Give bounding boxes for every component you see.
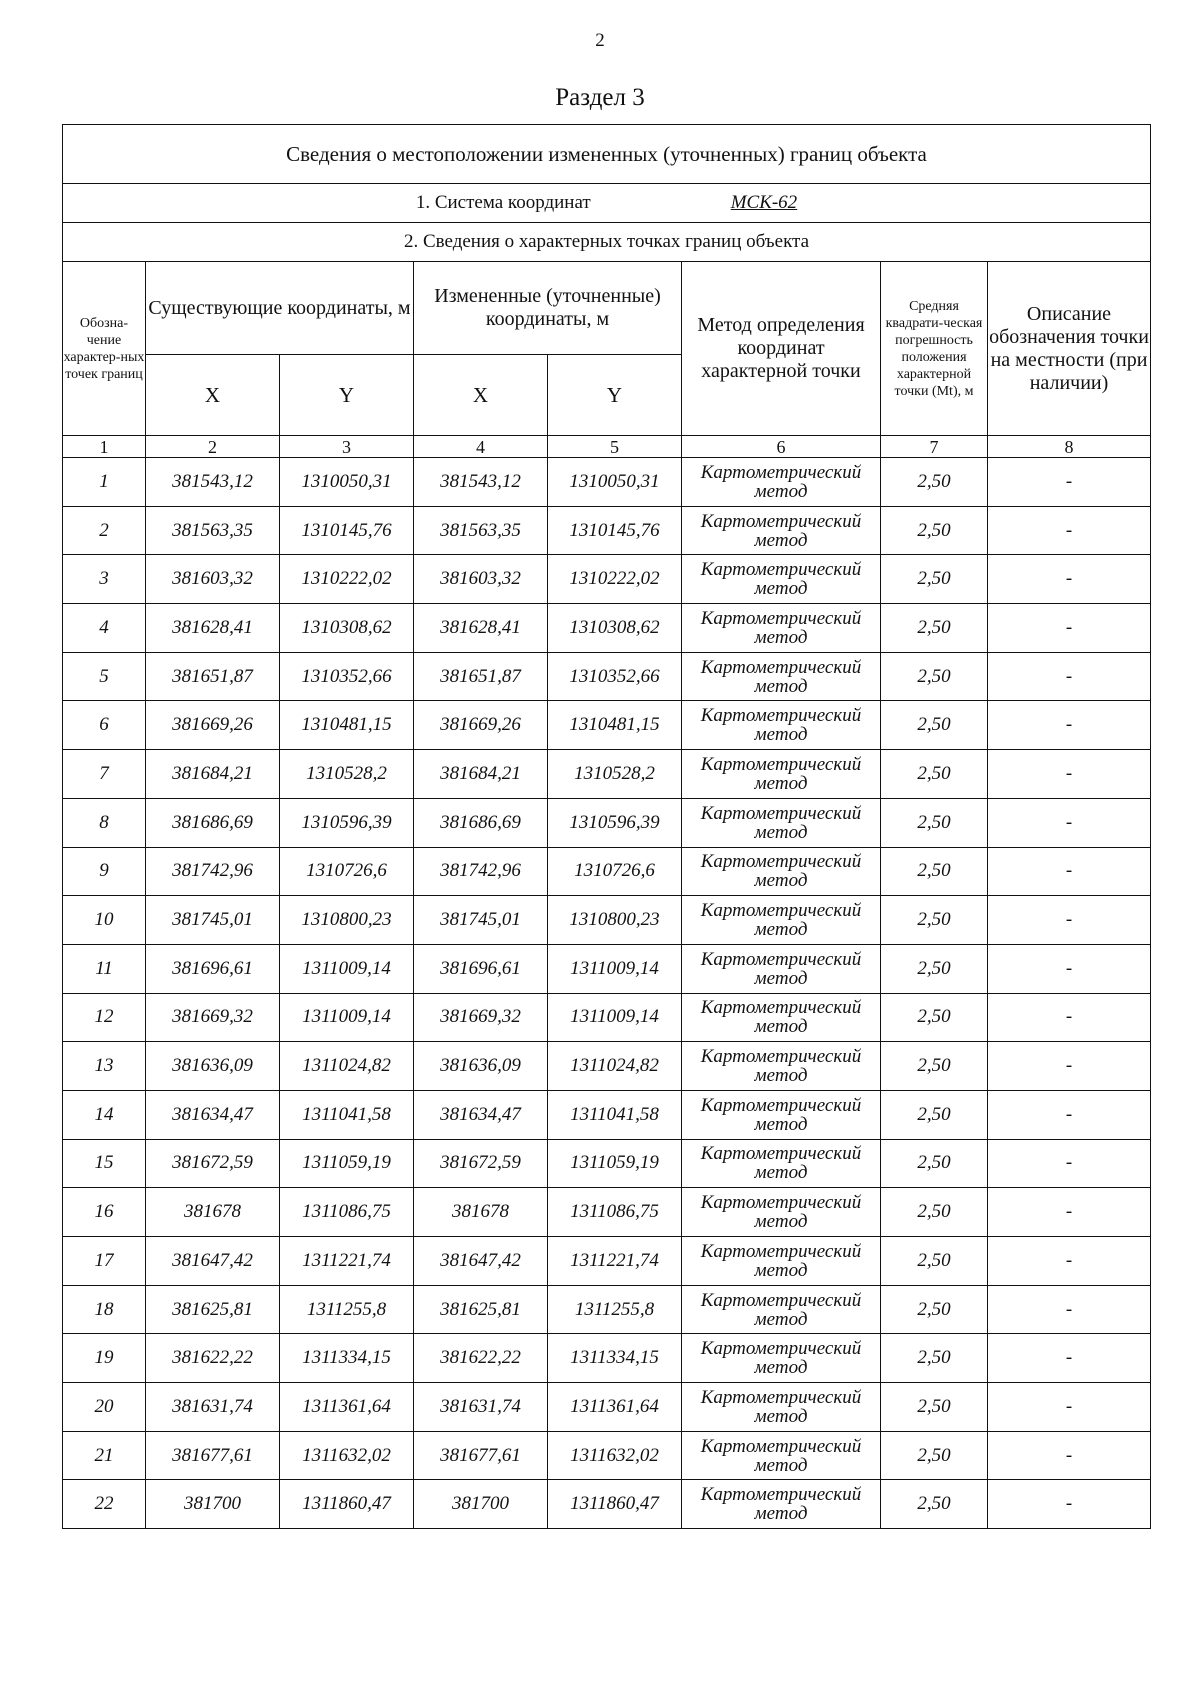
- point-number: 8: [63, 798, 146, 847]
- section-title: Раздел 3: [555, 84, 645, 111]
- point-number: 20: [63, 1383, 146, 1432]
- existing-x-value: 381631,74: [146, 1383, 280, 1432]
- table-row: [63, 1431, 1151, 1480]
- changed-y-value: 1310528,2: [548, 750, 682, 799]
- existing-y-value: 1311086,75: [280, 1188, 414, 1237]
- method-value: Картометрический метод: [682, 896, 881, 945]
- point-number: 22: [63, 1480, 146, 1529]
- point-number: 1: [63, 458, 146, 507]
- existing-x-value: 381745,01: [146, 896, 280, 945]
- changed-y-value: 1310596,39: [548, 798, 682, 847]
- error-value: 2,50: [881, 798, 988, 847]
- method-value: Картометрический метод: [682, 1090, 881, 1139]
- changed-y-value: 1310481,15: [548, 701, 682, 750]
- existing-y-value: 1310596,39: [280, 798, 414, 847]
- existing-y-value: 1311860,47: [280, 1480, 414, 1529]
- point-number: 3: [63, 555, 146, 604]
- method-value: Картометрический метод: [682, 604, 881, 653]
- existing-x-value: 381677,61: [146, 1431, 280, 1480]
- method-value: Картометрический метод: [682, 701, 881, 750]
- point-number: 18: [63, 1285, 146, 1334]
- description-value: -: [988, 1237, 1151, 1286]
- description-value: -: [988, 993, 1151, 1042]
- column-number: 7: [881, 436, 988, 458]
- changed-x-value: 381636,09: [414, 1042, 548, 1091]
- method-value: Картометрический метод: [682, 506, 881, 555]
- table-row: [63, 1188, 1151, 1237]
- changed-y-value: 1310050,31: [548, 458, 682, 507]
- changed-x-value: 381669,32: [414, 993, 548, 1042]
- header-changed-coords: Измененные (уточненные) координаты, м: [414, 262, 682, 355]
- changed-y-value: 1311361,64: [548, 1383, 682, 1432]
- changed-x-value: 381631,74: [414, 1383, 548, 1432]
- existing-x-value: 381696,61: [146, 944, 280, 993]
- existing-y-value: 1311334,15: [280, 1334, 414, 1383]
- existing-y-value: 1310352,66: [280, 652, 414, 701]
- point-number: 14: [63, 1090, 146, 1139]
- existing-y-value: 1311632,02: [280, 1431, 414, 1480]
- changed-y-value: 1311860,47: [548, 1480, 682, 1529]
- method-value: Картометрический метод: [682, 1480, 881, 1529]
- column-number: 1: [63, 436, 146, 458]
- description-value: -: [988, 1480, 1151, 1529]
- coord-system-row: [63, 184, 1151, 223]
- changed-x-value: 381678: [414, 1188, 548, 1237]
- existing-x-value: 381651,87: [146, 652, 280, 701]
- existing-x-value: 381700: [146, 1480, 280, 1529]
- column-number: 3: [280, 436, 414, 458]
- method-value: Картометрический метод: [682, 993, 881, 1042]
- header-method: Метод определения координат характерной точки: [682, 262, 881, 436]
- changed-y-value: 1311009,14: [548, 944, 682, 993]
- description-value: -: [988, 506, 1151, 555]
- description-value: -: [988, 1334, 1151, 1383]
- changed-x-value: 381686,69: [414, 798, 548, 847]
- existing-x-value: 381603,32: [146, 555, 280, 604]
- error-value: 2,50: [881, 458, 988, 507]
- method-value: Картометрический метод: [682, 1383, 881, 1432]
- point-number: 17: [63, 1237, 146, 1286]
- point-number: 12: [63, 993, 146, 1042]
- error-value: 2,50: [881, 993, 988, 1042]
- error-value: 2,50: [881, 652, 988, 701]
- table-row: [63, 896, 1151, 945]
- existing-x-value: 381628,41: [146, 604, 280, 653]
- point-number: 13: [63, 1042, 146, 1091]
- description-value: -: [988, 798, 1151, 847]
- changed-y-value: 1311255,8: [548, 1285, 682, 1334]
- error-value: 2,50: [881, 1431, 988, 1480]
- page-number: 2: [595, 30, 605, 51]
- changed-y-value: 1311221,74: [548, 1237, 682, 1286]
- changed-x-value: 381745,01: [414, 896, 548, 945]
- description-value: -: [988, 1090, 1151, 1139]
- method-value: Картометрический метод: [682, 652, 881, 701]
- error-value: 2,50: [881, 1237, 988, 1286]
- table-row: [63, 652, 1151, 701]
- error-value: 2,50: [881, 1139, 988, 1188]
- description-value: -: [988, 847, 1151, 896]
- coord-system-value: МСК-62: [730, 192, 798, 213]
- existing-y-value: 1310222,02: [280, 555, 414, 604]
- existing-x-value: 381669,26: [146, 701, 280, 750]
- table-row: [63, 458, 1151, 507]
- description-value: -: [988, 1188, 1151, 1237]
- column-number-row: [63, 436, 1151, 458]
- column-number: 5: [548, 436, 682, 458]
- table-row: [63, 1139, 1151, 1188]
- description-value: -: [988, 750, 1151, 799]
- changed-y-value: 1311632,02: [548, 1431, 682, 1480]
- changed-x-value: 381700: [414, 1480, 548, 1529]
- changed-y-value: 1311024,82: [548, 1042, 682, 1091]
- header-changed-x: X: [414, 355, 548, 436]
- error-value: 2,50: [881, 1042, 988, 1091]
- error-value: 2,50: [881, 847, 988, 896]
- points-caption: 2. Сведения о характерных точках границ объекта: [63, 223, 1151, 262]
- changed-y-value: 1311086,75: [548, 1188, 682, 1237]
- existing-x-value: 381543,12: [146, 458, 280, 507]
- description-value: -: [988, 458, 1151, 507]
- point-number: 4: [63, 604, 146, 653]
- method-value: Картометрический метод: [682, 458, 881, 507]
- existing-y-value: 1311041,58: [280, 1090, 414, 1139]
- column-number: 2: [146, 436, 280, 458]
- description-value: -: [988, 1285, 1151, 1334]
- existing-x-value: 381636,09: [146, 1042, 280, 1091]
- changed-y-value: 1311041,58: [548, 1090, 682, 1139]
- table-row: [63, 1042, 1151, 1091]
- existing-x-value: 381634,47: [146, 1090, 280, 1139]
- changed-x-value: 381669,26: [414, 701, 548, 750]
- table-row: [63, 701, 1151, 750]
- table-row: [63, 798, 1151, 847]
- description-value: -: [988, 1431, 1151, 1480]
- header-changed-y: Y: [548, 355, 682, 436]
- error-value: 2,50: [881, 1480, 988, 1529]
- error-value: 2,50: [881, 944, 988, 993]
- changed-y-value: 1310308,62: [548, 604, 682, 653]
- description-value: -: [988, 652, 1151, 701]
- point-number: 15: [63, 1139, 146, 1188]
- table-title: Сведения о местоположении измененных (уточненных) границ объекта: [63, 125, 1151, 184]
- description-value: -: [988, 944, 1151, 993]
- existing-y-value: 1311024,82: [280, 1042, 414, 1091]
- existing-y-value: 1311221,74: [280, 1237, 414, 1286]
- error-value: 2,50: [881, 1383, 988, 1432]
- changed-x-value: 381684,21: [414, 750, 548, 799]
- method-value: Картометрический метод: [682, 750, 881, 799]
- existing-y-value: 1310145,76: [280, 506, 414, 555]
- description-value: -: [988, 896, 1151, 945]
- existing-x-value: 381647,42: [146, 1237, 280, 1286]
- error-value: 2,50: [881, 750, 988, 799]
- point-number: 10: [63, 896, 146, 945]
- changed-y-value: 1310726,6: [548, 847, 682, 896]
- existing-y-value: 1310528,2: [280, 750, 414, 799]
- point-number: 6: [63, 701, 146, 750]
- point-number: 19: [63, 1334, 146, 1383]
- header-existing-x: X: [146, 355, 280, 436]
- method-value: Картометрический метод: [682, 944, 881, 993]
- point-number: 21: [63, 1431, 146, 1480]
- point-number: 2: [63, 506, 146, 555]
- point-number: 11: [63, 944, 146, 993]
- table-row: [63, 1237, 1151, 1286]
- changed-x-value: 381622,22: [414, 1334, 548, 1383]
- method-value: Картометрический метод: [682, 847, 881, 896]
- changed-x-value: 381543,12: [414, 458, 548, 507]
- table-row: [63, 847, 1151, 896]
- changed-y-value: 1310222,02: [548, 555, 682, 604]
- changed-y-value: 1311059,19: [548, 1139, 682, 1188]
- changed-x-value: 381672,59: [414, 1139, 548, 1188]
- method-value: Картометрический метод: [682, 555, 881, 604]
- table-row: [63, 555, 1151, 604]
- description-value: -: [988, 1042, 1151, 1091]
- error-value: 2,50: [881, 506, 988, 555]
- error-value: 2,50: [881, 1334, 988, 1383]
- column-number: 8: [988, 436, 1151, 458]
- changed-x-value: 381634,47: [414, 1090, 548, 1139]
- existing-y-value: 1311361,64: [280, 1383, 414, 1432]
- point-number: 9: [63, 847, 146, 896]
- error-value: 2,50: [881, 1285, 988, 1334]
- header-designation: Обозна-чение характер-ных точек границ: [63, 262, 146, 436]
- existing-y-value: 1310726,6: [280, 847, 414, 896]
- changed-y-value: 1310352,66: [548, 652, 682, 701]
- description-value: -: [988, 1139, 1151, 1188]
- table-row: [63, 604, 1151, 653]
- changed-x-value: 381647,42: [414, 1237, 548, 1286]
- table-row: [63, 944, 1151, 993]
- description-value: -: [988, 604, 1151, 653]
- changed-y-value: 1311009,14: [548, 993, 682, 1042]
- method-value: Картометрический метод: [682, 1139, 881, 1188]
- table-row: [63, 993, 1151, 1042]
- existing-y-value: 1311009,14: [280, 944, 414, 993]
- existing-x-value: 381742,96: [146, 847, 280, 896]
- error-value: 2,50: [881, 1090, 988, 1139]
- error-value: 2,50: [881, 701, 988, 750]
- existing-x-value: 381672,59: [146, 1139, 280, 1188]
- changed-x-value: 381625,81: [414, 1285, 548, 1334]
- header-existing-y: Y: [280, 355, 414, 436]
- existing-x-value: 381684,21: [146, 750, 280, 799]
- changed-x-value: 381677,61: [414, 1431, 548, 1480]
- header-existing-coords: Существующие координаты, м: [146, 262, 414, 355]
- existing-y-value: 1311009,14: [280, 993, 414, 1042]
- existing-y-value: 1310050,31: [280, 458, 414, 507]
- changed-x-value: 381628,41: [414, 604, 548, 653]
- existing-x-value: 381622,22: [146, 1334, 280, 1383]
- column-number: 4: [414, 436, 548, 458]
- changed-x-value: 381742,96: [414, 847, 548, 896]
- error-value: 2,50: [881, 555, 988, 604]
- method-value: Картометрический метод: [682, 1285, 881, 1334]
- changed-x-value: 381563,35: [414, 506, 548, 555]
- table-row: [63, 1383, 1151, 1432]
- description-value: -: [988, 1383, 1151, 1432]
- existing-y-value: 1311255,8: [280, 1285, 414, 1334]
- boundary-points-table: [62, 124, 1151, 1529]
- table-row: [63, 1090, 1151, 1139]
- changed-y-value: 1311334,15: [548, 1334, 682, 1383]
- changed-x-value: 381603,32: [414, 555, 548, 604]
- existing-x-value: 381669,32: [146, 993, 280, 1042]
- point-number: 16: [63, 1188, 146, 1237]
- description-value: -: [988, 701, 1151, 750]
- method-value: Картометрический метод: [682, 1042, 881, 1091]
- existing-y-value: 1311059,19: [280, 1139, 414, 1188]
- error-value: 2,50: [881, 896, 988, 945]
- existing-y-value: 1310481,15: [280, 701, 414, 750]
- existing-x-value: 381625,81: [146, 1285, 280, 1334]
- method-value: Картометрический метод: [682, 798, 881, 847]
- method-value: Картометрический метод: [682, 1188, 881, 1237]
- changed-y-value: 1310145,76: [548, 506, 682, 555]
- coord-system-label: 1. Система координат: [415, 192, 591, 213]
- header-description: Описание обозначения точки на местности (при наличии): [988, 262, 1151, 436]
- table-row: [63, 1480, 1151, 1529]
- changed-y-value: 1310800,23: [548, 896, 682, 945]
- existing-x-value: 381678: [146, 1188, 280, 1237]
- table-row: [63, 750, 1151, 799]
- changed-x-value: 381651,87: [414, 652, 548, 701]
- existing-x-value: 381686,69: [146, 798, 280, 847]
- method-value: Картометрический метод: [682, 1237, 881, 1286]
- existing-y-value: 1310308,62: [280, 604, 414, 653]
- method-value: Картометрический метод: [682, 1431, 881, 1480]
- header-error: Средняя квадрати-ческая погрешность положения характерной точки (Mt), м: [881, 262, 988, 436]
- changed-x-value: 381696,61: [414, 944, 548, 993]
- description-value: -: [988, 555, 1151, 604]
- error-value: 2,50: [881, 604, 988, 653]
- table-row: [63, 1334, 1151, 1383]
- column-number: 6: [682, 436, 881, 458]
- point-number: 5: [63, 652, 146, 701]
- existing-y-value: 1310800,23: [280, 896, 414, 945]
- table-row: [63, 506, 1151, 555]
- method-value: Картометрический метод: [682, 1334, 881, 1383]
- error-value: 2,50: [881, 1188, 988, 1237]
- existing-x-value: 381563,35: [146, 506, 280, 555]
- point-number: 7: [63, 750, 146, 799]
- table-row: [63, 1285, 1151, 1334]
